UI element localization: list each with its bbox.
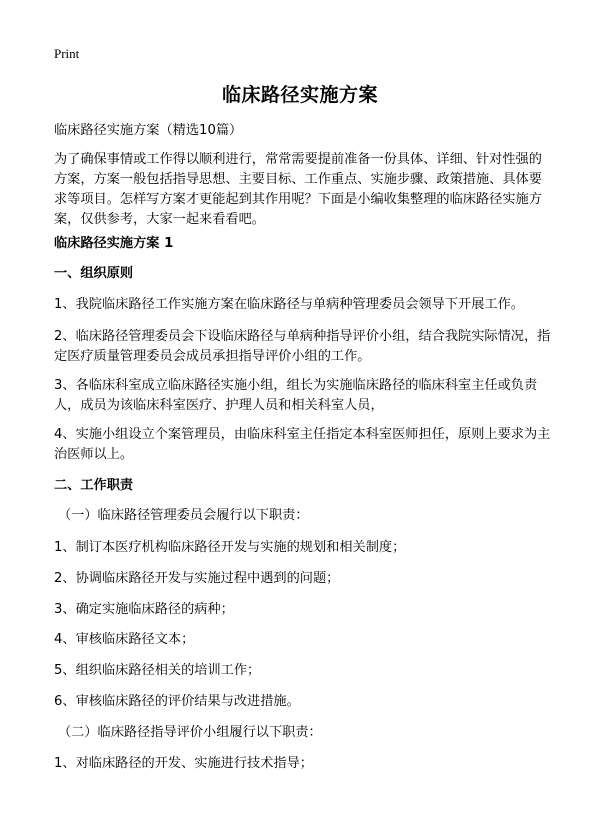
print-link[interactable]: Print xyxy=(54,46,80,61)
section-heading: 临床路径实施方案 1 xyxy=(54,236,174,251)
intro-paragraph: 为了确保事情或工作得以顺利进行，常常需要提前准备一份具体、详细、针对性强的方案，方案一般包括指导思想、主要目标、工作重点、实施步骤、政策措施、具体要求等项目。怎样写方案才更能起到其作用呢？下面是小编收集整理的临床路径实施方案，仅供参考，大家一起来看看吧。 xyxy=(54,152,542,227)
list-item: 2、协调临床路径开发与实施过程中遇到的问题； xyxy=(54,571,340,586)
subtitle: 临床路径实施方案（精选10篇） xyxy=(54,123,243,138)
list-item: 5、组织临床路径相关的培训工作； xyxy=(54,663,261,678)
list-item: 1、制订本医疗机构临床路径开发与实施的规划和相关制度； xyxy=(54,540,406,555)
list-item: 6、审核临床路径的评价结果与改进措施。 xyxy=(54,694,300,709)
part1-heading: 一、组织原则 xyxy=(54,266,134,281)
list-item: 4、审核临床路径文本； xyxy=(54,632,195,647)
list-item: 2、临床路径管理委员会下设临床路径与单病种指导评价小组，结合我院实际情况，指定医疗质量管理委员会成员承担指导评价小组的工作。 xyxy=(54,329,551,364)
page-title: 临床路径实施方案 xyxy=(221,84,378,106)
list-item: 3、确定实施临床路径的病种； xyxy=(54,602,234,617)
sub1-heading: （一）临床路径管理委员会履行以下职责： xyxy=(58,508,309,523)
sub2-heading: （二）临床路径指导评价小组履行以下职责： xyxy=(58,725,322,740)
list-item: 3、各临床科室成立临床路径实施小组，组长为实施临床路径的临床科室主任或负责人，成员为该临床科室医疗、护理人员和相关科室人员， xyxy=(54,378,538,413)
part2-heading: 二、工作职责 xyxy=(54,478,134,493)
list-item: 1、对临床路径的开发、实施进行技术指导； xyxy=(54,756,313,771)
list-item: 1、我院临床路径工作实施方案在临床路径与单病种管理委员会领导下开展工作。 xyxy=(54,297,524,312)
list-item: 4、实施小组设立个案管理员，由临床科室主任指定本科室医师担任，原则上要求为主治医师以上。 xyxy=(54,427,551,462)
